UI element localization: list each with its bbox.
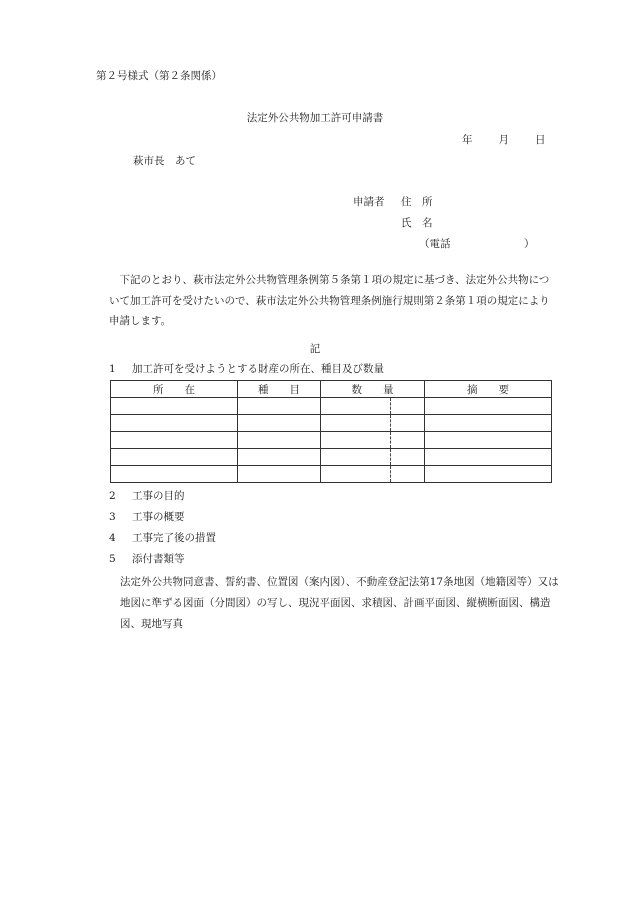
addressee: 萩市長 あて <box>133 155 196 167</box>
header-category: 種 目 <box>238 381 321 398</box>
table-cell[interactable] <box>425 398 552 415</box>
item-number: 4 <box>109 532 116 544</box>
table-cell[interactable] <box>238 415 321 432</box>
item-4 <box>109 530 216 545</box>
form-number: 第２号様式（第２条関係） <box>96 70 222 82</box>
table-cell[interactable] <box>391 415 425 432</box>
date-month: 月 <box>498 134 509 146</box>
item-label: 加工許可を受けようとする財産の所在、種目及び数量 <box>132 363 384 375</box>
applicant-label: 申請者 <box>353 196 385 208</box>
property-table <box>110 380 552 483</box>
item-number: 1 <box>109 363 116 375</box>
table-cell[interactable] <box>321 449 391 466</box>
table-row <box>111 415 552 432</box>
table-cell[interactable] <box>111 449 238 466</box>
table-cell[interactable] <box>425 432 552 449</box>
table-cell[interactable] <box>111 415 238 432</box>
item-label: 添付書類等 <box>132 553 185 565</box>
applicant-name-label: 氏 名 <box>401 217 433 229</box>
table-cell[interactable] <box>111 398 238 415</box>
attachments-text: 法定外公共物同意書、誓約書、位置図（案内図）、不動産登記法第17条地図（地籍図等）又は地図に準ずる図面（分間図）の写し、現況平面図、求積図、計画平面図、縦横断面図、構造図、現地写真 <box>120 576 559 630</box>
table-cell[interactable] <box>238 432 321 449</box>
header-quantity: 数 量 <box>321 381 425 398</box>
table-cell[interactable] <box>111 466 238 483</box>
item-number: 3 <box>109 511 116 523</box>
table-cell[interactable] <box>238 449 321 466</box>
table-cell[interactable] <box>321 432 391 449</box>
table-row <box>111 432 552 449</box>
table-cell[interactable] <box>238 466 321 483</box>
table-header-row <box>111 381 552 398</box>
item-number: 5 <box>109 553 116 565</box>
item-1 <box>109 361 384 376</box>
applicant-tel-label: （電話 ） <box>419 238 535 250</box>
item-5 <box>109 551 185 566</box>
item-2 <box>109 488 185 503</box>
table-cell[interactable] <box>391 466 425 483</box>
table-cell[interactable] <box>425 466 552 483</box>
table-row <box>111 398 552 415</box>
applicant-address-label: 住 所 <box>401 196 433 208</box>
body-paragraph: 下記のとおり、萩市法定外公共物管理条例第５条第１項の規定に基づき、法定外公共物について加工許可を受けたいので、萩市法定外公共物管理条例施行規則第２条第１項の規定により申請します。 <box>109 274 550 327</box>
header-location: 所 在 <box>111 381 238 398</box>
date-line <box>462 132 546 147</box>
table-row <box>111 466 552 483</box>
table-row <box>111 449 552 466</box>
table-cell[interactable] <box>425 449 552 466</box>
table-cell[interactable] <box>391 449 425 466</box>
ki-heading: 記 <box>309 343 321 355</box>
item-3 <box>109 509 185 524</box>
document-title: 法定外公共物加工許可申請書 <box>246 112 384 124</box>
date-day: 日 <box>535 134 546 146</box>
table-cell[interactable] <box>238 398 321 415</box>
table-cell[interactable] <box>425 415 552 432</box>
item-label: 工事の目的 <box>132 490 185 502</box>
table-cell[interactable] <box>321 466 391 483</box>
header-remarks: 摘 要 <box>425 381 552 398</box>
table-cell[interactable] <box>321 415 391 432</box>
date-year: 年 <box>462 134 473 146</box>
item-label: 工事の概要 <box>132 511 185 523</box>
table-cell[interactable] <box>391 398 425 415</box>
table-cell[interactable] <box>111 432 238 449</box>
table-cell[interactable] <box>391 432 425 449</box>
table-cell[interactable] <box>321 398 391 415</box>
item-label: 工事完了後の措置 <box>132 532 216 544</box>
item-number: 2 <box>109 490 116 502</box>
